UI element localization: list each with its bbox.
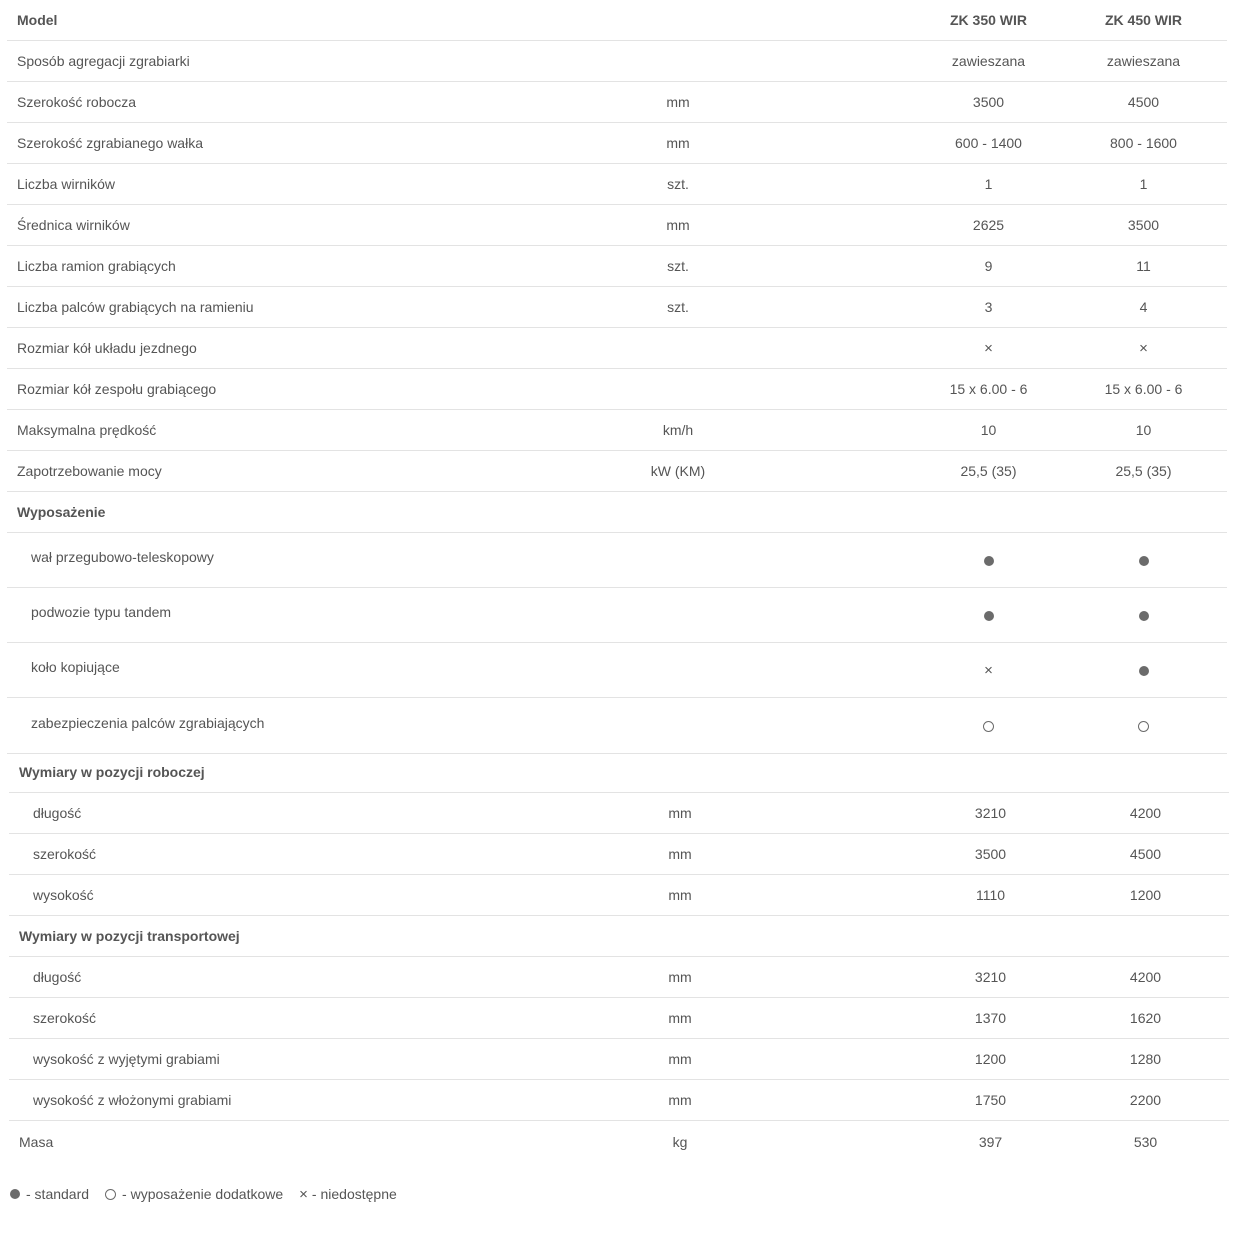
row-unit: mm bbox=[666, 94, 690, 110]
table-row bbox=[7, 410, 1227, 451]
table-row bbox=[9, 1039, 1229, 1080]
row-value-1: 2625 bbox=[972, 217, 1005, 233]
row-label: Rozmiar kół układu jezdnego bbox=[17, 340, 197, 356]
section-title: Wymiary w pozycji transportowej bbox=[19, 928, 240, 944]
section-heading-working bbox=[9, 752, 1229, 793]
row-label: Liczba wirników bbox=[17, 176, 116, 192]
legend-optional-label: - wyposażenie dodatkowe bbox=[122, 1186, 284, 1202]
row-value-2: 4200 bbox=[1129, 969, 1162, 985]
section-title: Wyposażenie bbox=[17, 504, 106, 520]
table-row bbox=[9, 1080, 1229, 1121]
row-label: Sposób agregacji zgrabiarki bbox=[17, 53, 190, 69]
row-value-2: 530 bbox=[1133, 1133, 1158, 1150]
table-row bbox=[7, 123, 1227, 164]
table-row bbox=[7, 369, 1227, 410]
optional-circle-icon bbox=[983, 721, 994, 732]
row-label: koło kopiujące bbox=[31, 659, 120, 675]
row-value-2: 3500 bbox=[1127, 217, 1160, 233]
mass-row bbox=[9, 1121, 1229, 1162]
row-value-2: 11 bbox=[1136, 258, 1151, 274]
row-value-1: 1110 bbox=[975, 887, 1006, 903]
section-title: Wymiary w pozycji roboczej bbox=[19, 764, 205, 780]
row-value-1: 3210 bbox=[974, 969, 1007, 985]
row-label: wał przegubowo-teleskopowy bbox=[31, 549, 214, 565]
row-value-2: 4500 bbox=[1129, 846, 1162, 862]
row-value-2: 800 - 1600 bbox=[1110, 135, 1177, 151]
unavailable-x-icon: × bbox=[984, 340, 993, 357]
row-label: szerokość bbox=[33, 1010, 97, 1026]
row-value-2: 1200 bbox=[1129, 887, 1162, 903]
table-row bbox=[9, 875, 1229, 916]
model-header-label: Model bbox=[17, 12, 58, 28]
row-value-2: 4200 bbox=[1129, 805, 1162, 821]
row-value-1: zawieszana bbox=[951, 53, 1026, 69]
equipment-row bbox=[7, 533, 1227, 588]
row-label: Liczba ramion grabiących bbox=[17, 258, 176, 274]
row-value-1: 3 bbox=[984, 299, 993, 315]
legend-standard bbox=[10, 1186, 89, 1202]
section-heading-equipment bbox=[7, 492, 1227, 533]
model-1-name: ZK 350 WIR bbox=[949, 12, 1027, 28]
row-value-2: 1620 bbox=[1129, 1010, 1162, 1026]
table-row bbox=[7, 164, 1227, 205]
row-value-2: 1 bbox=[1139, 176, 1148, 192]
legend-optional bbox=[105, 1186, 283, 1202]
row-label: długość bbox=[33, 969, 82, 985]
row-unit: szt. bbox=[667, 299, 689, 315]
unavailable-x-icon: × bbox=[984, 662, 993, 679]
table-row bbox=[9, 957, 1229, 998]
row-value-2: 2200 bbox=[1129, 1092, 1162, 1108]
row-value-1: 3210 bbox=[974, 805, 1007, 821]
legend bbox=[10, 1186, 413, 1202]
row-unit: mm bbox=[668, 887, 692, 903]
row-value-1: 9 bbox=[984, 258, 993, 274]
row-label: Szerokość robocza bbox=[17, 94, 137, 110]
table-row bbox=[7, 205, 1227, 246]
standard-dot-icon bbox=[1139, 611, 1149, 621]
row-unit: mm bbox=[668, 969, 692, 985]
row-label: Zapotrzebowanie mocy bbox=[17, 463, 162, 479]
equipment-row bbox=[7, 643, 1227, 698]
table-row bbox=[9, 834, 1229, 875]
row-value-2: 15 x 6.00 - 6 bbox=[1104, 381, 1183, 397]
row-label: podwozie typu tandem bbox=[31, 604, 172, 620]
row-unit: kg bbox=[672, 1133, 688, 1150]
row-value-1: 397 bbox=[978, 1133, 1003, 1150]
table-row bbox=[7, 82, 1227, 123]
equipment-row bbox=[7, 588, 1227, 643]
row-value-1: 3500 bbox=[972, 94, 1005, 110]
row-value-1: 3500 bbox=[974, 846, 1007, 862]
standard-dot-icon bbox=[984, 556, 994, 566]
row-label: Masa bbox=[19, 1133, 54, 1150]
row-value-1: 25,5 (35) bbox=[960, 463, 1017, 479]
standard-dot-icon bbox=[10, 1189, 20, 1199]
optional-circle-icon bbox=[1138, 721, 1149, 732]
row-value-1: 10 bbox=[980, 422, 997, 438]
row-unit: mm bbox=[666, 135, 690, 151]
row-value-2: 10 bbox=[1135, 422, 1152, 438]
table-row bbox=[9, 793, 1229, 834]
row-value-2: 1280 bbox=[1129, 1051, 1162, 1067]
table-row bbox=[7, 287, 1227, 328]
row-value-1: 1370 bbox=[974, 1010, 1007, 1026]
row-unit: mm bbox=[668, 1092, 692, 1108]
standard-dot-icon bbox=[984, 611, 994, 621]
optional-circle-icon bbox=[105, 1189, 116, 1200]
row-label: długość bbox=[33, 805, 82, 821]
row-unit: mm bbox=[668, 1010, 692, 1026]
legend-unavailable-label: - niedostępne bbox=[311, 1186, 397, 1202]
table-row bbox=[7, 246, 1227, 287]
row-label: wysokość z włożonymi grabiami bbox=[33, 1092, 232, 1108]
row-value-2: 4500 bbox=[1127, 94, 1160, 110]
row-label: Maksymalna prędkość bbox=[17, 422, 157, 438]
row-label: wysokość bbox=[33, 887, 94, 903]
row-unit: mm bbox=[666, 217, 690, 233]
unavailable-x-icon: × bbox=[299, 1185, 308, 1203]
header-row bbox=[7, 0, 1227, 41]
model-2-name: ZK 450 WIR bbox=[1104, 12, 1182, 28]
row-unit: mm bbox=[668, 846, 692, 862]
row-label: zabezpieczenia palców zgrabiających bbox=[31, 714, 265, 731]
equipment-row bbox=[7, 698, 1227, 754]
row-label: Szerokość zgrabianego wałka bbox=[17, 135, 203, 151]
standard-dot-icon bbox=[1139, 556, 1149, 566]
row-unit: mm bbox=[668, 805, 692, 821]
row-unit: kW (KM) bbox=[650, 463, 706, 479]
row-unit: szt. bbox=[667, 176, 689, 192]
row-value-2: 4 bbox=[1139, 299, 1148, 315]
section-heading-transport bbox=[9, 916, 1229, 957]
row-value-2: 25,5 (35) bbox=[1115, 463, 1172, 479]
table-row bbox=[9, 998, 1229, 1039]
row-label: szerokość bbox=[33, 846, 97, 862]
row-value-1: 1750 bbox=[974, 1092, 1007, 1108]
row-value-1: 1 bbox=[984, 176, 993, 192]
spec-table-dimensions bbox=[9, 752, 1229, 1162]
row-unit: szt. bbox=[667, 258, 689, 274]
legend-standard-label: - standard bbox=[26, 1186, 90, 1202]
row-unit: km/h bbox=[662, 422, 694, 438]
row-label: Średnica wirników bbox=[17, 217, 130, 233]
row-value-2: zawieszana bbox=[1106, 53, 1181, 69]
table-row bbox=[7, 41, 1227, 82]
row-value-1: 600 - 1400 bbox=[955, 135, 1022, 151]
row-value-1: 1200 bbox=[974, 1051, 1007, 1067]
row-unit: mm bbox=[668, 1051, 692, 1067]
table-row bbox=[7, 328, 1227, 369]
legend-unavailable bbox=[299, 1186, 397, 1202]
table-row bbox=[7, 451, 1227, 492]
row-value-1: 15 x 6.00 - 6 bbox=[949, 381, 1028, 397]
row-label: wysokość z wyjętymi grabiami bbox=[33, 1051, 220, 1067]
row-label: Liczba palców grabiących na ramieniu bbox=[17, 299, 254, 315]
unavailable-x-icon: × bbox=[1139, 340, 1148, 357]
standard-dot-icon bbox=[1139, 666, 1149, 676]
row-label: Rozmiar kół zespołu grabiącego bbox=[17, 381, 217, 397]
spec-table-main bbox=[7, 0, 1227, 754]
